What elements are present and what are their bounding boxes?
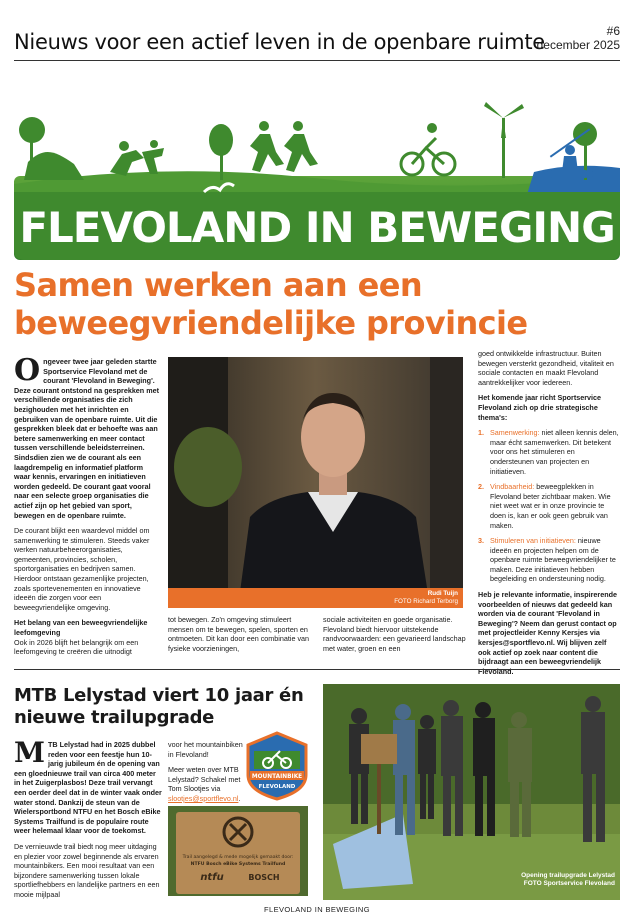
trail-sign-photo <box>168 806 308 896</box>
header-divider <box>14 60 620 61</box>
banner-illustration <box>14 92 620 260</box>
mtb-column-2: voor het mountainbiken in Flevoland! Meer weten over MTB Lelystad? Schakel met Tom Slootjes via slootjes@sportflevo.nl. <box>168 740 243 803</box>
paragraph: voor het mountainbiken in Flevoland! <box>168 740 243 759</box>
paragraph: Ook in 2026 blijft het belangrijk om een leefomgeving te creëren die uitnodigt <box>14 637 139 657</box>
issue-info <box>537 24 620 52</box>
theme-item: 2. Vindbaarheid: beweegplekken in Flevoland beter zichtbaar maken. Wie niet weet wat er in onze provincie te doen is, kan er ook geen gebruik van maken. <box>478 482 611 530</box>
playing-children-icon <box>110 140 164 176</box>
windmill-icon <box>484 102 524 178</box>
theme-item: 1. Samenwerking: niet alleen kennis delen, maar écht samenwerken. Dit betekent voor ons het stimuleren en ondersteunen van projecten en initiatieven. <box>478 428 619 476</box>
paragraph: sociale activiteiten en goede organisatie. Flevoland biedt hiervoor uitstekende randvoorwaarden: een gevarieerd landschap met water, groen en een <box>323 615 466 653</box>
ntfu-logo: ntfu <box>200 872 224 883</box>
mountainbike-flevoland-badge <box>246 731 308 801</box>
group-photo-caption <box>323 872 620 888</box>
dropcap: M <box>14 736 45 769</box>
section-divider <box>14 669 620 670</box>
paragraph: goed ontwikkelde infrastructuur. Buiten bewegen versterkt gezondheid, vitaliteit en sociale contacten en maakt Flevoland aantrekkelijker voor iedereen. <box>478 349 614 387</box>
caption-credit: FOTO Sportservice Flevoland <box>523 880 615 887</box>
intro-column <box>14 353 160 663</box>
sign-line1: Trail aangelegd & mede mogelijk gemaakt door: <box>182 855 294 860</box>
tagline: Nieuws voor een actief leven in de openbare ruimte <box>14 30 545 54</box>
main-headline: Samen werken aan een beweegvriendelijke provincie <box>14 266 528 342</box>
bosch-logo: BOSCH <box>248 873 280 882</box>
mtb-intro: TB Lelystad had in 2025 dubbel reden voor een feestje hun 10-jarig jubileum én de opening van een gloednieuwe trail van circa 400 meter in het Zuigerplasbos! Deze trail vervangt een oerder deel dat in de winter vaak onder water stond. Dankzij de steun van de Wielersportbond NTFU en het Bosch eBike Systems Trailfund is de populaire route weer helemaal klaar voor de toekomst. <box>14 740 162 836</box>
issue-number: #6 <box>606 24 620 38</box>
contact-text: Heb je relevante informatie, inspirerende voorbeelden of nieuws dat gedeeld kan worden via de courant 'Flevoland in Beweging'? Neem dan gerust contact op met projectleider Kenny Kersjes via kersjes@sportflevo.nl. Wij blijven zelf ook actief op zoek naar content die bijdraagt aan een beweegvriendelijk Flevoland. <box>478 590 618 676</box>
footer: FLEVOLAND IN BEWEGING <box>264 905 370 914</box>
runner-icon <box>250 121 284 172</box>
dropcap: O <box>14 353 41 388</box>
theme-item: 3. Stimuleren van initiatieven: nieuwe ideeën en projecten helpen om de openbare ruimte beweegvriendelijker te maken. Deze initiatieven hebben begeleiding en ondersteuning nodig. <box>478 536 616 584</box>
themes-column <box>478 349 620 682</box>
paragraph: Meer weten over MTB Lelystad? Schakel met Tom Slootjes via <box>168 765 241 794</box>
intro-text: ngeveer twee jaar geleden startte Sportservice Flevoland met de courant 'Flevoland in Beweging'. Deze courant ontstond na gesprekken met verschillende organisaties die zich bezighouden met het inrichten en gebruiken van de openbare ruimte. Uit die gesprekken bleek dat er behoefte was aan betere samenwerking en meer contact tussen verschillende beleidsterreinen. Sindsdien zien we de courant als een laagdrempelig en informatief platform waar kennis, ervaringen en initiatieven worden gedeeld. De courant gaat vooral naar een selecte groep organisaties die actief zijn op het gebied van sport, bewegen en de openbare ruimte. <box>14 357 159 520</box>
email-link[interactable]: slootjes@sportflevo.nl <box>168 793 239 803</box>
themes-list <box>478 428 620 584</box>
paragraph: tot bewegen. Zo'n omgeving stimuleert mensen om te bewegen, spelen, sporten en ontmoeten. Dit kan door een combinatie van fysieke voorzieningen, <box>168 615 310 653</box>
sign-line2: NTFU Bosch eBike Systems Trailfund <box>190 862 286 867</box>
paragraph: De vernieuwde trail biedt nog meer uitdaging en plezier voor zowel beginnende als ervaren mountainbikers. Een mooi resultaat van een bijzondere samenwerking tussen lokale sportliefhebbers en landelijke partners en een mooie mijlpaal <box>14 841 160 899</box>
badge-line2: FLEVOLAND <box>258 784 296 790</box>
portrait-photo <box>168 357 463 607</box>
issue-date: december 2025 <box>536 38 620 52</box>
subhead: Het belang van een beweegvriendelijke leefomgeving <box>14 618 148 638</box>
badge-line1: MOUNTAINBIKE <box>251 774 303 780</box>
mtb-headline: MTB Lelystad viert 10 jaar én nieuwe trailupgrade <box>14 685 304 728</box>
portrait-caption <box>168 588 463 608</box>
banner-title: FLEVOLAND IN BEWEGING <box>19 203 615 252</box>
runner-icon <box>284 121 318 172</box>
mtb-column <box>14 736 162 906</box>
paragraph: De courant blijkt een waardevol middel om samenwerking te stimuleren. Steeds vaker werken natuurbeheerorganisaties, gemeenten, provincies, scholen, sportorganisaties en bedrijven samen. Hierdoor ontstaan gezamenlijke projecten, zoals sportevenementen en innovatieve ideeën die zorgen voor een beweegvriendelijke omgeving. <box>14 526 150 612</box>
caption-credit: FOTO Richard Terborg <box>394 598 458 605</box>
group-photo <box>323 684 620 900</box>
cyclist-icon <box>401 138 455 175</box>
caption-name: Rudi Tuijn <box>427 590 458 597</box>
themes-intro: Het komende jaar richt Sportservice Flevoland zich op drie strategische thema's: <box>478 393 602 422</box>
caption-title: Opening trailupgrade Lelystad <box>521 872 615 879</box>
